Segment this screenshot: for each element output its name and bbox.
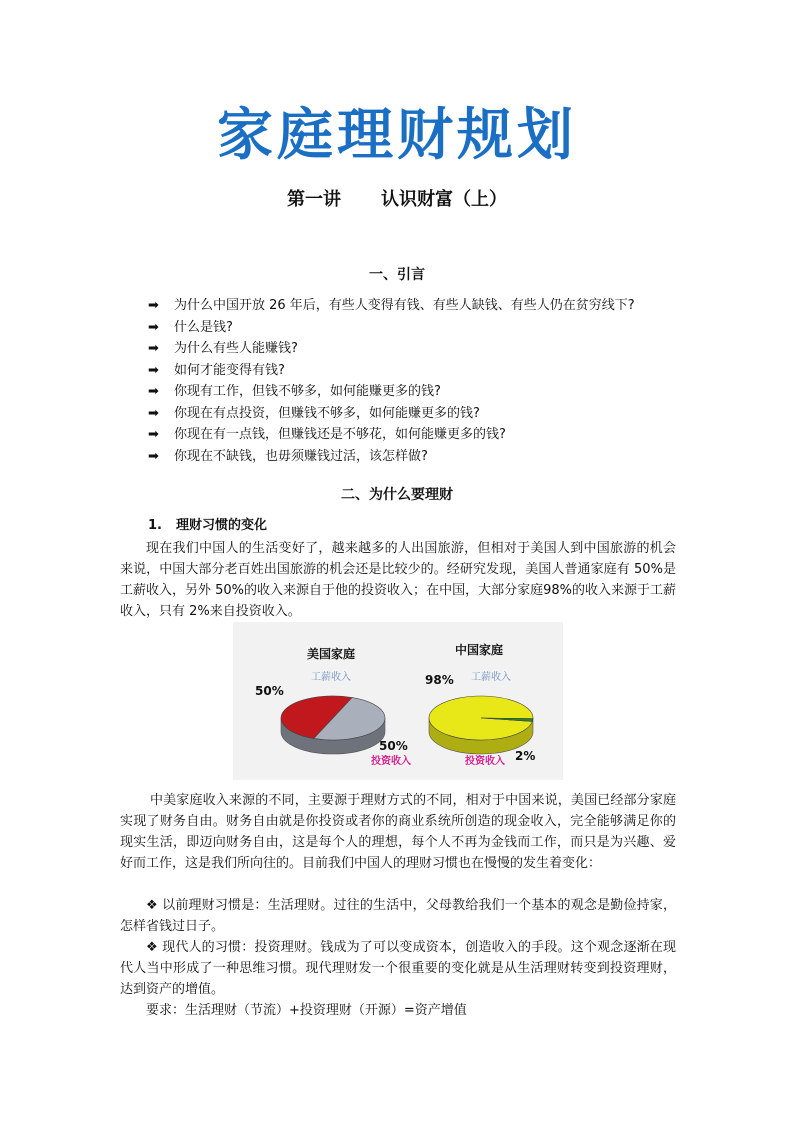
- arrow-icon: ➡: [148, 384, 159, 399]
- value-label-usa-salary: 50%: [255, 684, 284, 698]
- arrow-icon: ➡: [148, 448, 159, 464]
- paragraph-modern-habit: ❖ 现代人的习惯：投资理财。钱成为了可以变成资本，创造收入的手段。这个观念逐渐在现代人当中形成了一种思维习惯。现代理财发一个很重要的变化就是从生活理财转变到投资理财，达到资产的增值。: [120, 940, 676, 997]
- list-item: ➡ 为什么中国开放 26 年后，有些人变得有钱、有些人缺钱、有些人仍在贫穷线下?: [148, 295, 708, 317]
- subsection-number: 1.: [148, 518, 162, 533]
- document-title: 家庭理财规划: [217, 103, 577, 168]
- list-item: ➡ 为什么有些人能赚钱?: [148, 338, 708, 360]
- lecture-subtitle: [0, 186, 794, 214]
- list-item: ➡ 你现在有一点钱，但赚钱还是不够花，如何能赚更多的钱?: [148, 424, 708, 446]
- paragraph-income-difference: 中美家庭收入来源的不同，主要源于理财方式的不同，相对于中国来说，美国已经部分家庭实现了财务自由。财务自由就是你投资或者你的商业系统所创造的现金收入，完全能够满足你的现实生活，即迈向财务自由，这是每个人的理想，每个人不再为金钱而工作，而只是为兴趣、爱好而工作，这是我们所向往的。目前我们中国人的理财习惯也在慢慢的发生着变化：: [120, 793, 676, 871]
- paragraph-old-habit: ❖ 以前理财习惯是：生活理财。过往的生活中，父母教给我们一个基本的观念是勤俭持家，怎样省钱过日子。: [120, 898, 676, 934]
- arrow-icon: ➡: [148, 341, 159, 356]
- chart-title-usa: 美国家庭: [306, 647, 356, 661]
- arrow-icon: ➡: [148, 298, 159, 313]
- section-heading-intro: 一、引言: [369, 267, 425, 283]
- arrow-icon: ➡: [148, 427, 159, 442]
- chart-title-china: 中国家庭: [454, 643, 504, 657]
- section-heading-why: 二、为什么要理财: [341, 487, 453, 503]
- question-list: [148, 295, 708, 467]
- lecture-topic: 认识财富（上）: [381, 189, 507, 210]
- legend-label-china-invest: 投资收入: [465, 756, 505, 767]
- arrow-icon: ➡: [148, 362, 159, 378]
- subsection-title: 理财习惯的变化: [176, 518, 268, 533]
- list-item: ➡ 你现在有点投资，但赚钱不够多，如何能赚更多的钱?: [148, 403, 708, 425]
- arrow-icon: ➡: [148, 405, 159, 421]
- paragraph-income-intro: 现在我们中国人的生活变好了，越来越多的人出国旅游，但相对于美国人到中国旅游的机会来说，中国大部分老百姓出国旅游的机会还是比较少的。经研究发现，美国人普通家庭有 50%是工薪收入，另外 50%的收入来源自于他的投资收入；在中国，大部分家庭98%的收入来源于工薪收入，只有 2%来自投资收入。: [120, 541, 676, 619]
- list-item: ➡ 什么是钱?: [148, 317, 708, 339]
- arrow-icon: ➡: [148, 319, 159, 335]
- paragraph-requirement: 要求：生活理财（节流）+投资理财（开源）=资产增值: [146, 1003, 467, 1018]
- list-item: ➡ 你现在不缺钱，也毋须赚钱过活，该怎样做?: [148, 446, 708, 468]
- value-label-usa-invest: 50%: [379, 739, 408, 753]
- list-item: ➡ 你现有工作，但钱不够多，如何能赚更多的钱?: [148, 381, 708, 403]
- legend-label-usa-salary: 工薪收入: [311, 672, 351, 683]
- list-item: ➡ 如何才能变得有钱?: [148, 360, 708, 382]
- legend-label-china-salary: 工薪收入: [471, 672, 511, 683]
- subsection-heading: [148, 516, 267, 536]
- income-pie-charts: [233, 622, 563, 780]
- value-label-china-salary: 98%: [425, 673, 454, 687]
- legend-label-usa-invest: 投资收入: [371, 756, 411, 767]
- value-label-china-invest: 2%: [515, 749, 536, 763]
- pie-chart-svg: [233, 622, 563, 780]
- lecture-number: 第一讲: [287, 189, 341, 210]
